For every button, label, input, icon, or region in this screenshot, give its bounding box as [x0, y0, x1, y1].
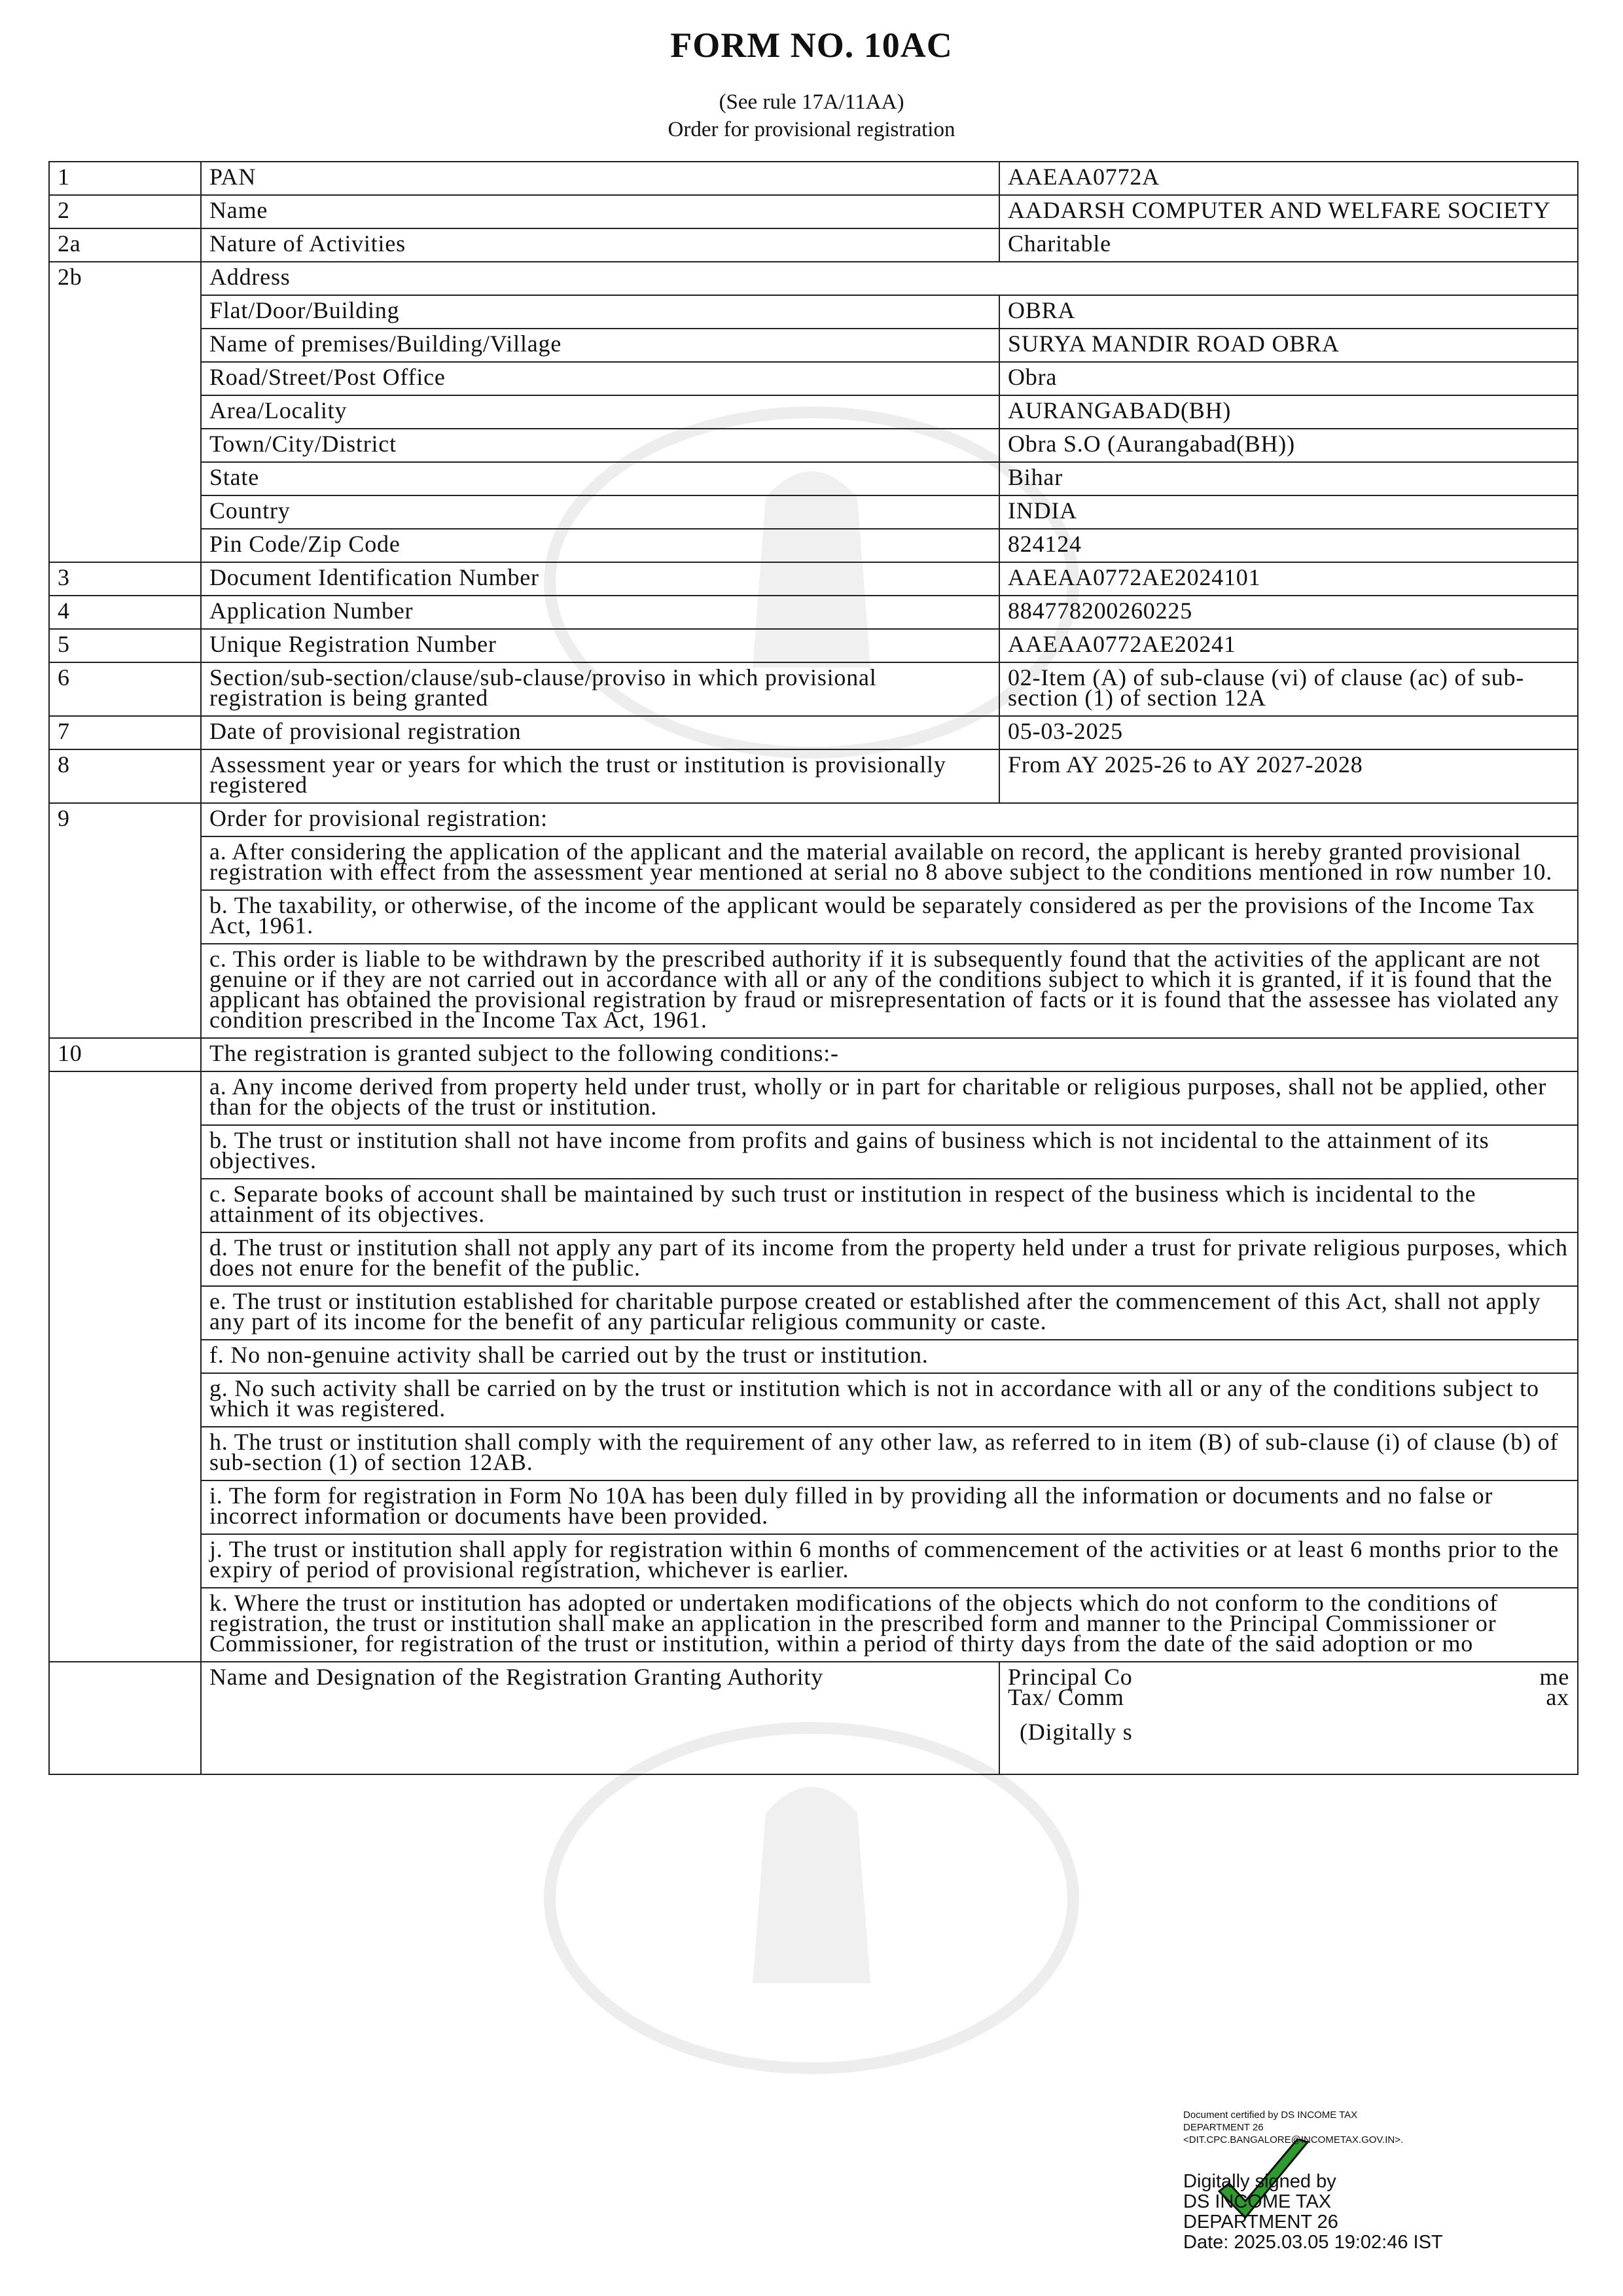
condition-item — [49, 1373, 1578, 1427]
certified-dept-line: DEPARTMENT 26 — [1183, 2122, 1264, 2133]
certified-email-line: <DIT.CPC.BANGALORE@INCOMETAX.GOV.IN>. — [1183, 2134, 1404, 2145]
field-label: PAN — [201, 162, 999, 195]
order-heading: Order for provisional registration: — [201, 803, 1578, 836]
field-label: Nature of Activities — [201, 228, 999, 262]
condition-item — [49, 1534, 1578, 1588]
registration-table — [48, 161, 1578, 1775]
serial-number: 2 — [49, 195, 201, 228]
assessment-years-value: From AY 2025-26 to AY 2027-2028 — [999, 749, 1578, 803]
address-row — [49, 395, 1578, 429]
empty-cell — [49, 1662, 201, 1774]
serial-number: 9 — [49, 803, 201, 1038]
address-row — [49, 429, 1578, 462]
condition-text: g. No such activity shall be carried on by the trust or institution which is not in accordance with all or any of the conditions subject to which it was registered. — [201, 1373, 1578, 1427]
signature-label: Name and Designation of the Registration Granting Authority — [201, 1662, 999, 1774]
condition-item — [49, 1340, 1578, 1373]
serial-number: 4 — [49, 596, 201, 629]
conditions-heading: The registration is granted subject to the following conditions:- — [201, 1038, 1578, 1071]
field-label: Name — [201, 195, 999, 228]
digitally-signed-note: (Digitally s — [1020, 1719, 1133, 1745]
digital-signature-stamp[interactable] — [1170, 2106, 1510, 2270]
pan-value: AAEAA0772A — [999, 162, 1578, 195]
field-label: Area/Locality — [201, 395, 999, 429]
field-label: State — [201, 462, 999, 495]
condition-item — [49, 1286, 1578, 1340]
field-label: Date of provisional registration — [201, 716, 999, 749]
serial-number: 1 — [49, 162, 201, 195]
order-item — [49, 890, 1578, 944]
authority-line-2-text: Tax/ Comm — [1008, 1684, 1124, 1710]
condition-text: k. Where the trust or institution has adopted or undertaken modifications of the objects which do not conform to the conditions of registration, the trust or institution shall make an application in the prescribed form and manner to the Principal Commissioner or Commissioner, for registration of the trust or institution, within a period of thirty days from the date of the said adoption or mo — [201, 1588, 1578, 1662]
order-text: b. The taxability, or otherwise, of the income of the applicant would be separately considered as per the provisions of the Income Tax Act, 1961. — [201, 890, 1578, 944]
table-row — [49, 662, 1578, 716]
address-heading: Address — [201, 262, 1578, 295]
order-item — [49, 836, 1578, 890]
field-value: AURANGABAD(BH) — [999, 395, 1578, 429]
serial-number: 8 — [49, 749, 201, 803]
field-value: 824124 — [999, 529, 1578, 562]
condition-item — [49, 1480, 1578, 1534]
authority-line-1-tail: me — [1539, 1664, 1569, 1690]
field-label: Section/sub-section/clause/sub-clause/proviso in which provisional registration is being granted — [201, 662, 999, 716]
address-row — [49, 329, 1578, 362]
application-number-value: 884778200260225 — [999, 596, 1578, 629]
field-label: Road/Street/Post Office — [201, 362, 999, 395]
table-row — [49, 228, 1578, 262]
order-text: c. This order is liable to be withdrawn by the prescribed authority if it is subsequently found that the activities of the applicant are not genuine or if they are not carried out in accordance with all or any of the conditions subject to which it is granted, if it is found that the applicant has obtained the provisional registration by fraud or misrepresentation of facts or it is found that the assessee has violated any condition prescribed in the Income Tax Act, 1961. — [201, 944, 1578, 1038]
signer-dept-line: DEPARTMENT 26 — [1183, 2212, 1338, 2233]
address-row — [49, 295, 1578, 329]
condition-item — [49, 1588, 1578, 1662]
condition-text: i. The form for registration in Form No 10A has been duly filled in by providing all the information or documents and no false or incorrect information or documents have been provided. — [201, 1480, 1578, 1534]
signing-authority — [999, 1662, 1578, 1774]
field-value: Obra S.O (Aurangabad(BH)) — [999, 429, 1578, 462]
condition-item — [49, 1179, 1578, 1232]
address-row — [49, 362, 1578, 395]
serial-number: 7 — [49, 716, 201, 749]
condition-text: b. The trust or institution shall not have income from profits and gains of business which is not incidental to the attainment of its objectives. — [201, 1125, 1578, 1179]
condition-item — [49, 1232, 1578, 1286]
signer-name-line: DS INCOME TAX — [1183, 2191, 1332, 2212]
address-row — [49, 462, 1578, 495]
serial-number: 5 — [49, 629, 201, 662]
signature-date-line: Date: 2025.03.05 19:02:46 IST — [1183, 2232, 1443, 2253]
field-label: Assessment year or years for which the trust or institution is provisionally registered — [201, 749, 999, 803]
address-row — [49, 529, 1578, 562]
form-subtitle: Order for provisional registration — [668, 118, 955, 141]
serial-number: 2a — [49, 228, 201, 262]
condition-text: c. Separate books of account shall be maintained by such trust or institution in respect of the business which is incidental to the attainment of its objectives. — [201, 1179, 1578, 1232]
order-text: a. After considering the application of the applicant and the material available on record, the applicant is hereby granted provisional registration with effect from the assessment year mentioned at serial no 8 above subject to the conditions mentioned in row number 10. — [201, 836, 1578, 890]
condition-text: f. No non-genuine activity shall be carried out by the trust or institution. — [201, 1340, 1578, 1373]
condition-text: j. The trust or institution shall apply for registration within 6 months of commencement of the activities or at least 6 months prior to the expiry of period of provisional registration, whichever is earlier. — [201, 1534, 1578, 1588]
field-label: Name of premises/Building/Village — [201, 329, 999, 362]
field-label: Unique Registration Number — [201, 629, 999, 662]
form-title: FORM NO. 10AC — [670, 26, 953, 65]
serial-number: 3 — [49, 562, 201, 596]
field-label: Flat/Door/Building — [201, 295, 999, 329]
table-row — [49, 162, 1578, 195]
table-row — [49, 262, 1578, 295]
field-value: INDIA — [999, 495, 1578, 529]
table-row — [49, 195, 1578, 228]
table-row — [49, 803, 1578, 836]
condition-text: d. The trust or institution shall not apply any part of its income from the property held under a trust for private religious purposes, which does not enure for the benefit of the public. — [201, 1232, 1578, 1286]
din-value: AAEAA0772AE2024101 — [999, 562, 1578, 596]
section-value: 02-Item (A) of sub-clause (vi) of clause (ac) of sub-section (1) of section 12A — [999, 662, 1578, 716]
field-label: Application Number — [201, 596, 999, 629]
authority-line-2-tail: ax — [1546, 1684, 1569, 1710]
serial-number: 10 — [49, 1038, 201, 1071]
condition-text: h. The trust or institution shall comply with the requirement of any other law, as referred to in item (B) of sub-clause (i) of clause (b) of sub-section (1) of section 12AB. — [201, 1427, 1578, 1480]
condition-item — [49, 1427, 1578, 1480]
certified-by-line: Document certified by DS INCOME TAX — [1183, 2109, 1358, 2121]
field-label: Document Identification Number — [201, 562, 999, 596]
table-row — [49, 1038, 1578, 1071]
signed-by-line: Digitally signed by — [1183, 2171, 1336, 2192]
condition-text: a. Any income derived from property held under trust, wholly or in part for charitable or religious purposes, shall not be applied, other than for the objects of the trust or institution. — [201, 1071, 1578, 1125]
name-value: AADARSH COMPUTER AND WELFARE SOCIETY — [999, 195, 1578, 228]
field-label: Town/City/District — [201, 429, 999, 462]
authority-line-2 — [1008, 1684, 1569, 1710]
order-item — [49, 944, 1578, 1038]
empty-cell — [49, 1071, 201, 1662]
field-value: OBRA — [999, 295, 1578, 329]
condition-text: e. The trust or institution established for charitable purpose created or established after the commencement of this Act, shall not apply any part of its income for the benefit of any particular religious community or caste. — [201, 1286, 1578, 1340]
table-row — [49, 562, 1578, 596]
field-label: Pin Code/Zip Code — [201, 529, 999, 562]
field-value: Obra — [999, 362, 1578, 395]
condition-item — [49, 1071, 1578, 1125]
rule-reference: (See rule 17A/11AA) — [719, 90, 904, 114]
field-value: Bihar — [999, 462, 1578, 495]
serial-number: 2b — [49, 262, 201, 562]
nature-value: Charitable — [999, 228, 1578, 262]
urn-value: AAEAA0772AE20241 — [999, 629, 1578, 662]
table-row — [49, 749, 1578, 803]
address-row — [49, 495, 1578, 529]
table-row — [49, 629, 1578, 662]
table-row — [49, 596, 1578, 629]
date-value: 05-03-2025 — [999, 716, 1578, 749]
serial-number: 6 — [49, 662, 201, 716]
signature-row — [49, 1662, 1578, 1774]
table-row — [49, 716, 1578, 749]
condition-item — [49, 1125, 1578, 1179]
field-label: Country — [201, 495, 999, 529]
authority-line-1-text: Principal Co — [1008, 1664, 1133, 1690]
field-value: SURYA MANDIR ROAD OBRA — [999, 329, 1578, 362]
